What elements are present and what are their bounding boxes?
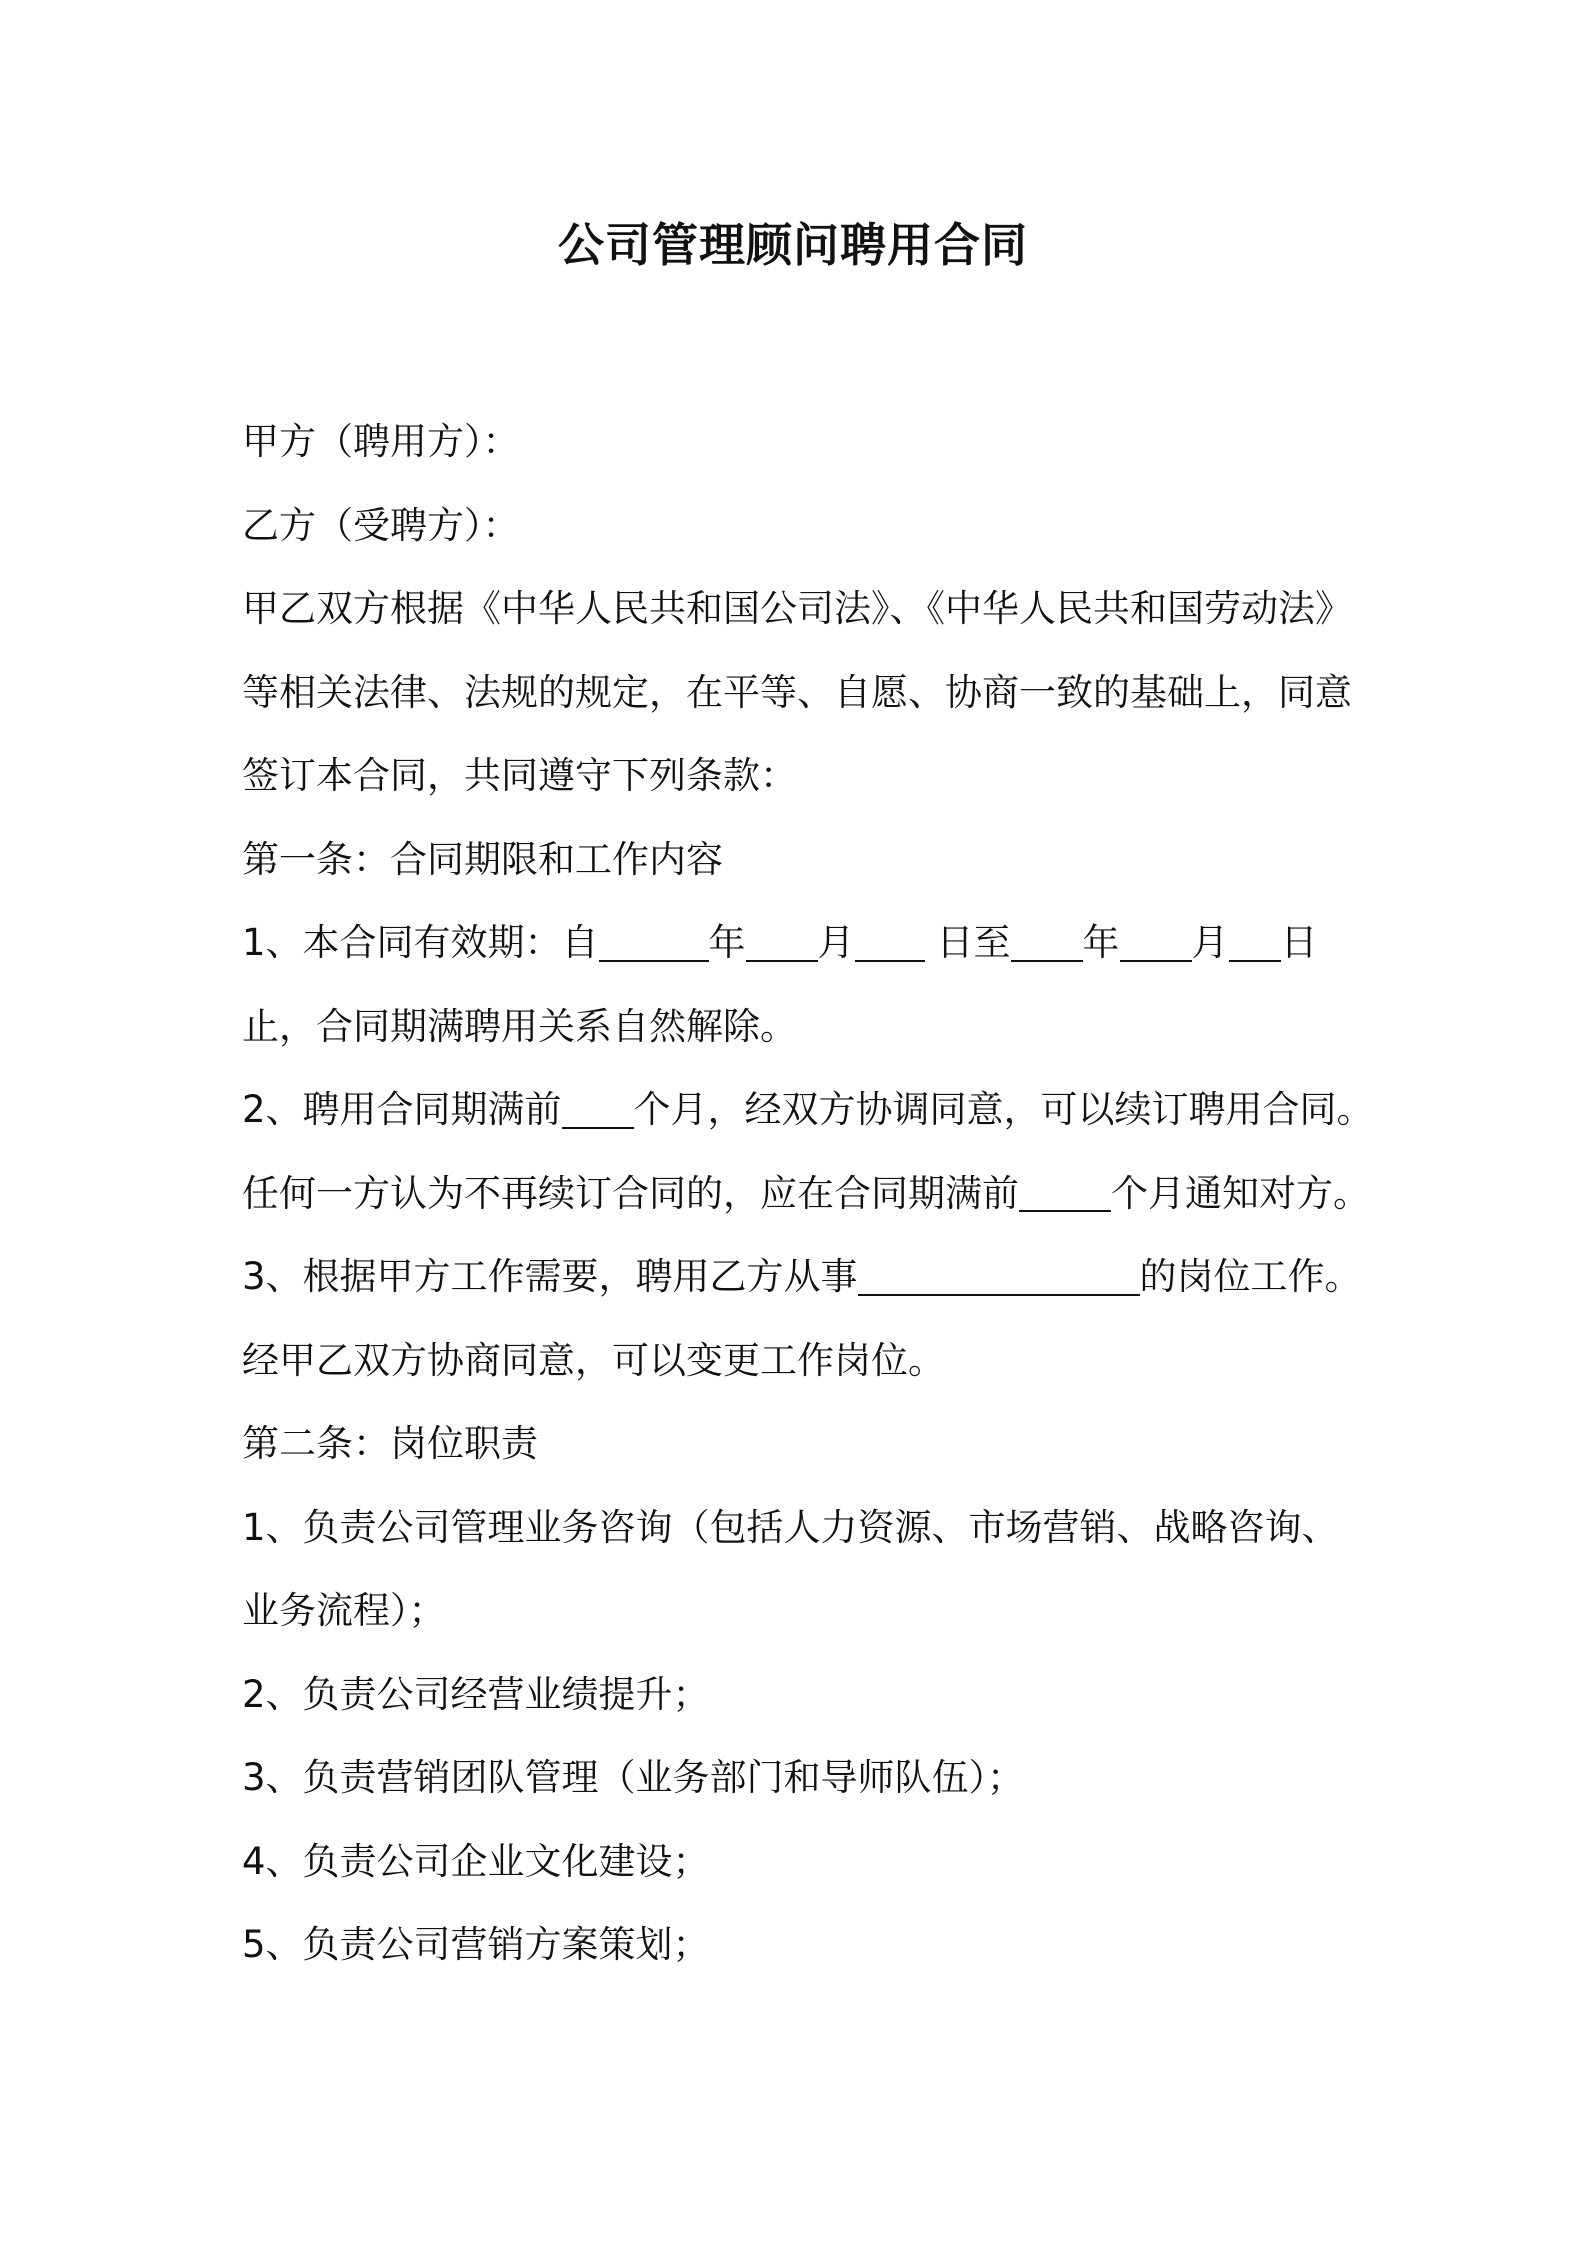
article-1-heading: 第一条：合同期限和工作内容: [242, 837, 723, 881]
article-1-item-2-cont: [242, 1152, 1372, 1236]
party-b-line: 乙方（受聘方）：: [242, 503, 520, 547]
end-month-blank: [1120, 923, 1192, 962]
start-day-blank: [855, 923, 925, 962]
post-suffix: 的岗位工作。: [1139, 1255, 1362, 1298]
article-1-item-3: [242, 1235, 1372, 1319]
renewal-months-blank: [562, 1090, 634, 1129]
document-title: 公司管理顾问聘用合同: [558, 218, 1028, 272]
start-year-blank: [599, 923, 709, 962]
preamble-line-3: 签订本合同，共同遵守下列条款：: [242, 754, 797, 797]
renewal-suffix: 个月，经双方协调同意，可以续订聘用合同。: [633, 1088, 1374, 1131]
renewal-prefix: 2、聘用合同期满前: [242, 1088, 562, 1131]
party-a-line: 甲方（聘用方）：: [242, 420, 520, 463]
article-2-item: 2、负责公司经营业绩提升；: [242, 1672, 710, 1716]
post-prefix: 3、根据甲方工作需要，聘用乙方从事: [242, 1255, 858, 1298]
day-end-label: 日: [1280, 921, 1318, 964]
article-1-item-2: [242, 1068, 1372, 1152]
end-day-blank: [1229, 923, 1281, 962]
document-body: [242, 400, 1372, 1987]
article-2-item: 5、负责公司营销方案策划；: [242, 1923, 710, 1966]
preamble-line-1: 甲乙双方根据《中华人民共和国公司法》、《中华人民共和国劳动法》: [242, 587, 1352, 630]
post-blank: [858, 1257, 1140, 1296]
article-1-item-1: [242, 901, 1372, 985]
year-label-2: 年: [1082, 921, 1120, 964]
day-to-label: 日至: [936, 921, 1011, 964]
article-2-item: 1、负责公司管理业务咨询（包括人力资源、市场营销、战略咨询、: [242, 1505, 1339, 1549]
article-2-item: 3、负责营销团队管理（业务部门和导师队伍）；: [242, 1756, 1025, 1799]
article-2-item: 业务流程）；: [242, 1589, 446, 1632]
month-label-2: 月: [1191, 921, 1229, 964]
term-prefix: 1、本合同有效期：自: [242, 921, 599, 964]
preamble-line-2: 等相关法律、法规的规定，在平等、自愿、协商一致的基础上，同意: [242, 670, 1352, 714]
end-year-blank: [1011, 923, 1083, 962]
article-1-item-3-cont: 经甲乙双方协商同意，可以变更工作岗位。: [242, 1338, 945, 1382]
year-label: 年: [708, 921, 746, 964]
notice-suffix: 个月通知对方。: [1111, 1171, 1370, 1215]
notice-prefix: 任何一方认为不再续订合同的，应在合同期满前: [242, 1171, 1019, 1215]
article-2-heading: 第二条：岗位职责: [242, 1422, 538, 1465]
article-1-item-1-cont: 止，合同期满聘用关系自然解除。: [242, 1004, 797, 1048]
notice-months-blank: [1019, 1173, 1111, 1212]
start-month-blank: [746, 923, 818, 962]
month-label: 月: [817, 921, 855, 964]
article-2-item: 4、负责公司企业文化建设；: [242, 1839, 710, 1883]
